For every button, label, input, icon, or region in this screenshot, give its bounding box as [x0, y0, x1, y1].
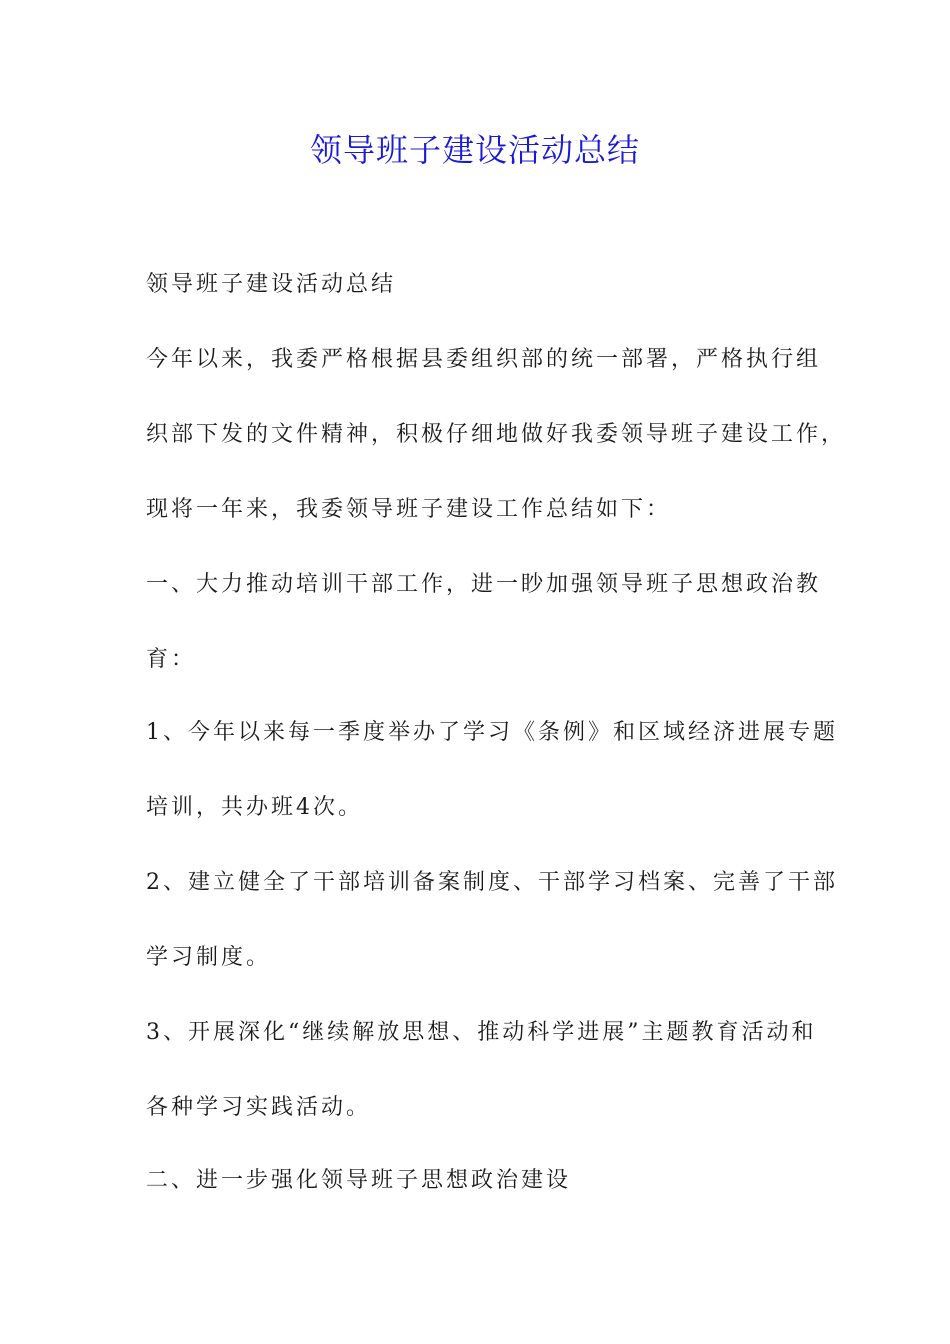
body-line: 育： — [146, 647, 197, 672]
body-line: 织部下发的文件精神，积极仔细地做好我委领导班子建设工作， — [146, 422, 847, 447]
body-line: 二、进一步强化领导班子思想政治建设 — [146, 1168, 572, 1193]
body-line: 1、今年以来每一季度举办了学习《条例》和区域经济进展专题 — [146, 720, 838, 745]
body-line: 今年以来，我委严格根据县委组织部的统一部署，严格执行组 — [146, 347, 822, 372]
body-line: 现将一年来，我委领导班子建设工作总结如下： — [146, 497, 672, 522]
body-line: 一、大力推动培训干部工作，进一眇加强领导班子思想政治教 — [146, 572, 822, 597]
body-line: 各种学习实践活动。 — [146, 1095, 372, 1120]
body-line: 领导班子建设活动总结 — [146, 272, 397, 297]
body-line: 培训，共办班4次。 — [146, 795, 363, 820]
body-line: 学习制度。 — [146, 945, 272, 970]
body-line: 3、开展深化“继续解放思想、推动科学进展”主题教育活动和 — [146, 1020, 817, 1045]
body-line: 2、建立健全了干部培训备案制度、干部学习档案、完善了干部 — [146, 870, 838, 895]
document-title: 领导班子建设活动总结 — [309, 131, 640, 169]
